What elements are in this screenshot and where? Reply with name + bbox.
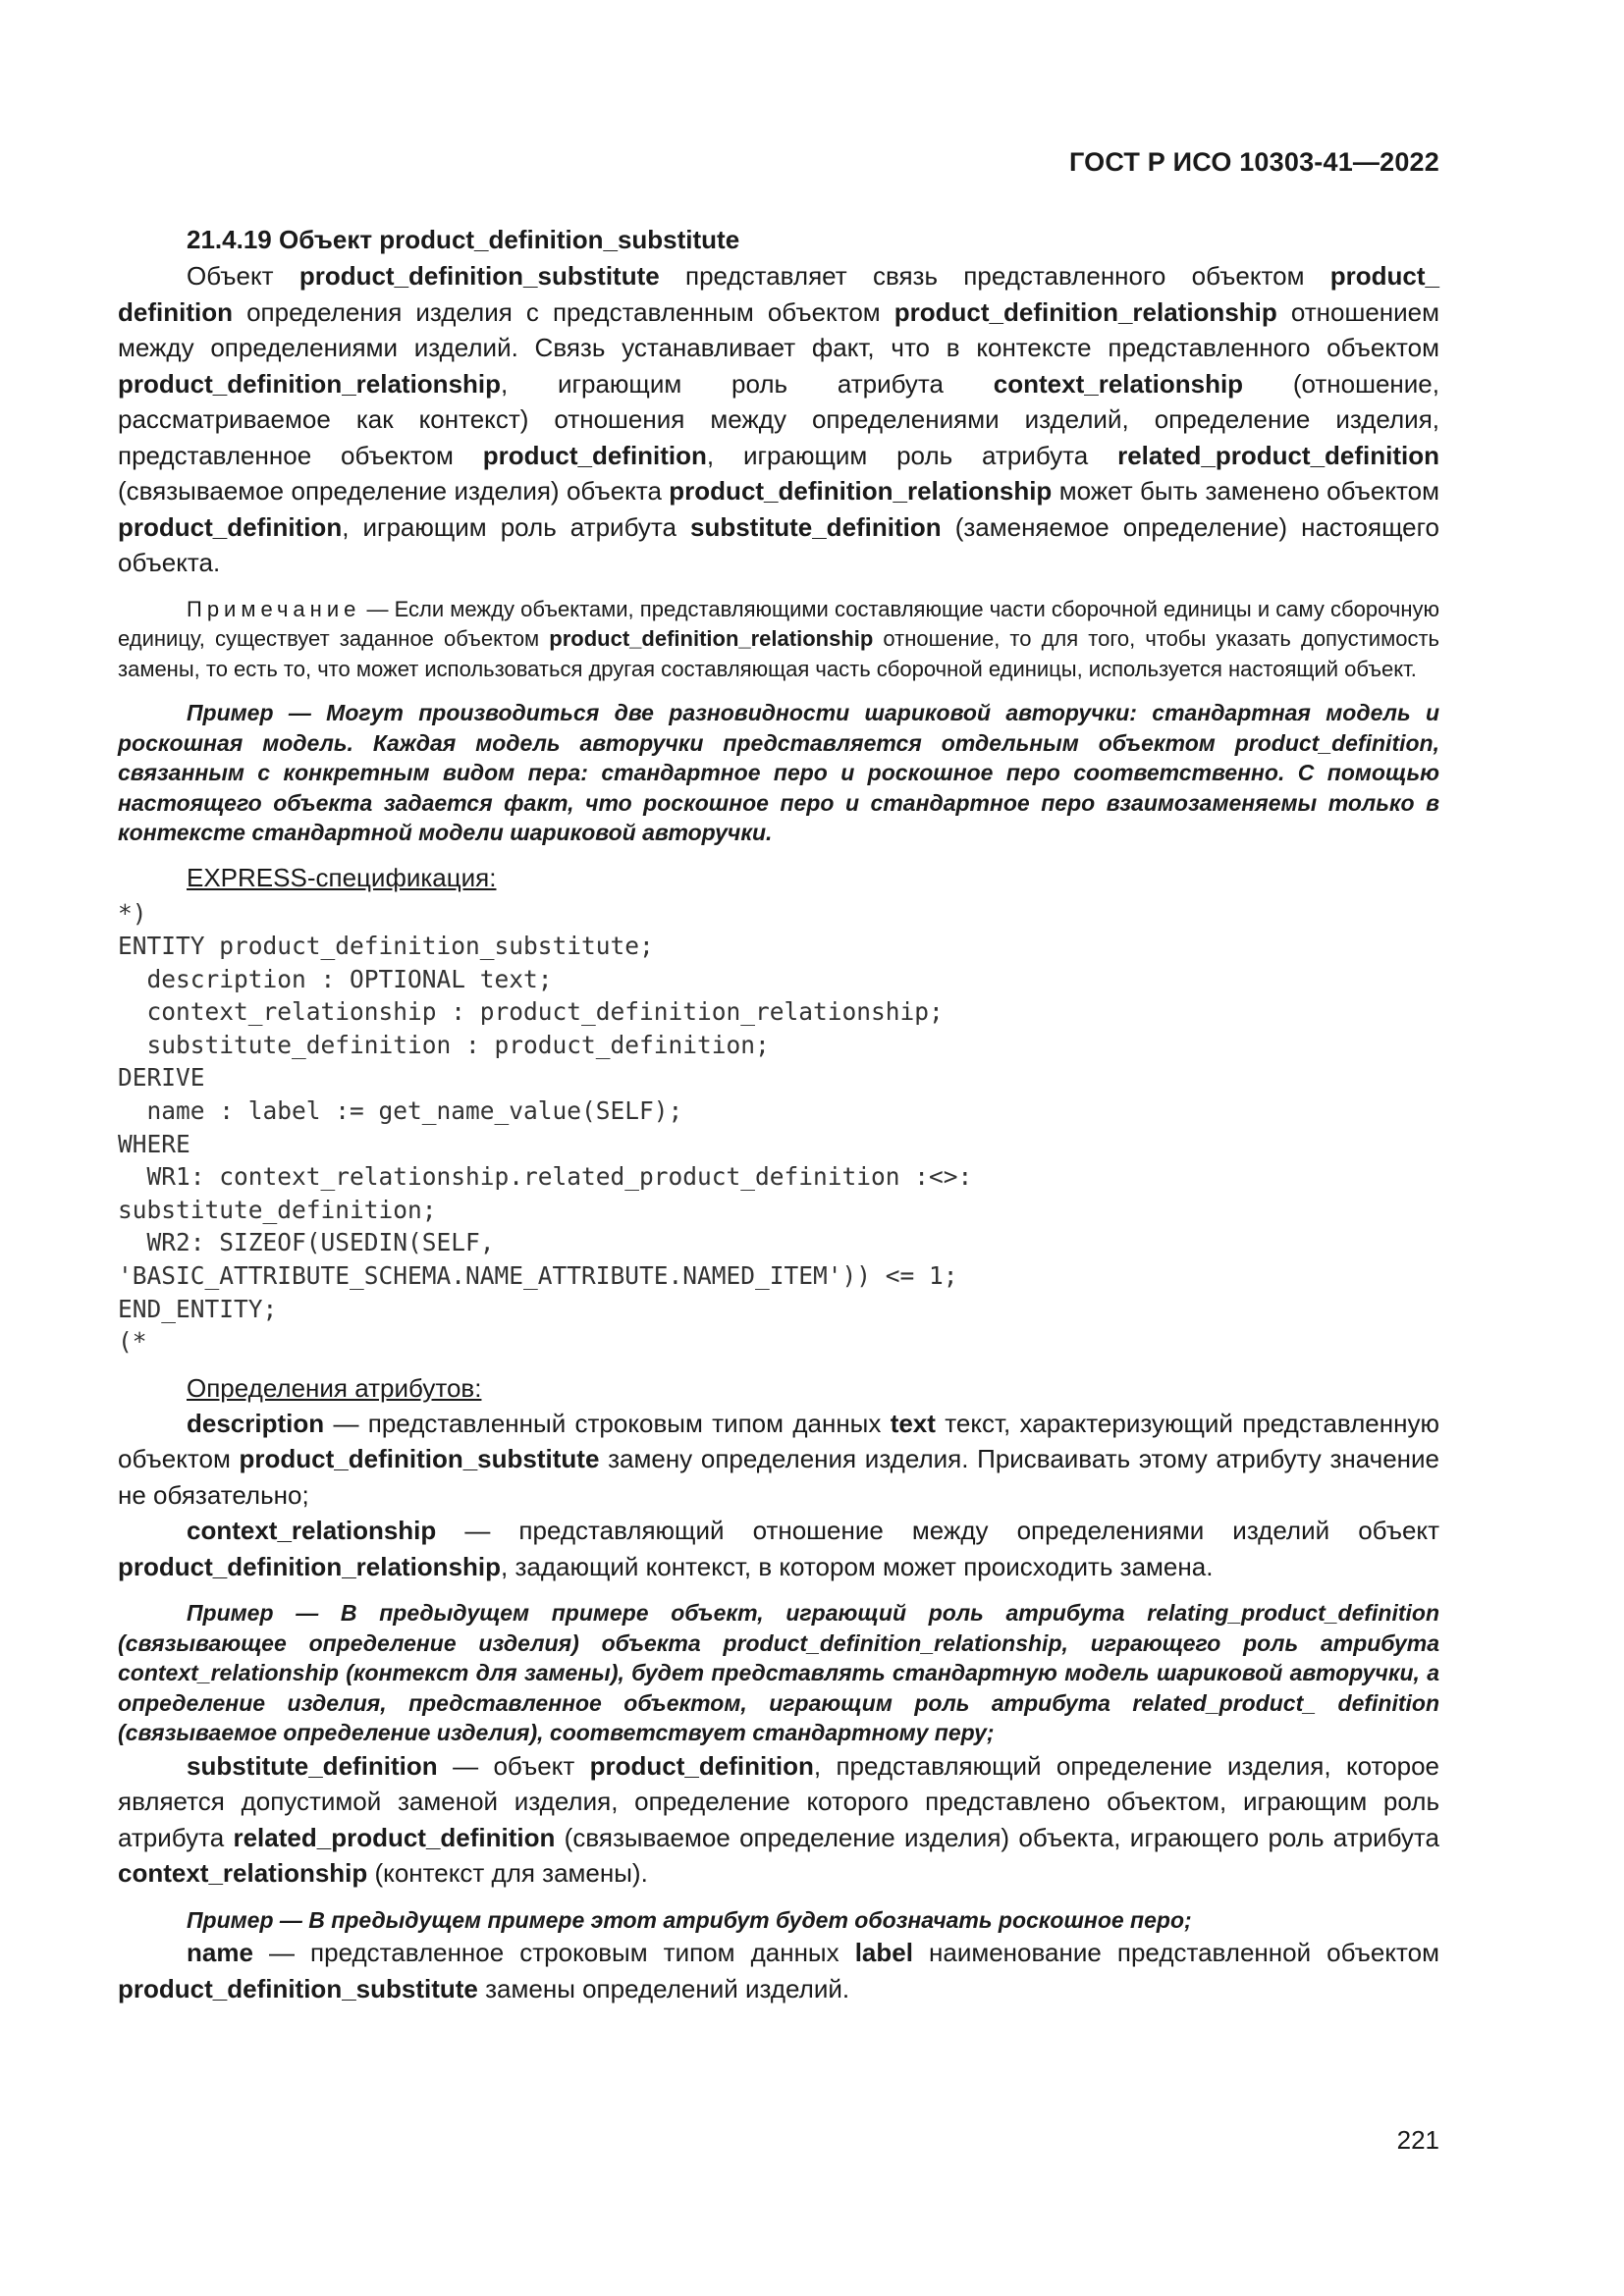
attr-term: text [890, 1408, 936, 1438]
intro-term: product_definition_relationship [669, 476, 1053, 506]
attr-text: , представляющий определение изделия, которое является допустимой заменой изделия, определение которого представлено объектом, играющим роль атрибута [118, 1750, 1439, 1852]
intro-text: (заменяемое определение) настоящего объекта. [118, 511, 1440, 577]
intro-term: product_definition_substitute [298, 261, 660, 291]
attr-substitute-definition [118, 1748, 1439, 1892]
note-text: отношение, то для того, чтобы указать допустимость замены, то есть то, что может использоваться другая составляющая часть сборочной единицы, используется настоящий объект. [118, 626, 1439, 681]
attr-text: (связываемое определение изделия) объекта, играющего роль атрибута [555, 1822, 1439, 1852]
page-number: 221 [1396, 2125, 1439, 2155]
intro-paragraph [118, 258, 1439, 581]
example-1: Пример — Могут производиться две разновидности шариковой авторучки: стандартная модель и роскошная модель. Каждая модель авторучки представляется отдельным объектом product_definition, связанным с конкретным видом пера: стандартное перо и роскошное перо соответственно. С помощью настоящего объекта задается факт, что роскошное перо и стандартное перо взаимозаменяемы только в контексте стандартной модели шариковой авторучки. [118, 700, 1439, 845]
intro-text: , играющим роль атрибута [342, 511, 690, 542]
attr-text: , задающий контекст, в котором может происходить замена. [501, 1551, 1214, 1581]
section-title: 21.4.19 Объект product_definition_substitute [187, 225, 740, 254]
attr-text: наименование представленной объектом [912, 1938, 1439, 1968]
intro-term: product_definition_relationship [893, 296, 1277, 327]
intro-text: , играющим роль атрибута [706, 440, 1118, 470]
attr-text: текст, характеризующий представленную объектом [118, 1408, 1439, 1474]
example-3: Пример — В предыдущем примере этот атрибут будет обозначать роскошное перо; [187, 1906, 1192, 1933]
attr-text: — объект [437, 1750, 590, 1781]
intro-term: product_ definition [118, 261, 1439, 327]
note-term: product_definition_relationship [549, 626, 874, 651]
attr-name-paragraph [118, 1935, 1439, 2006]
attr-text: — представленный строковым типом данных [324, 1408, 891, 1438]
example-2: Пример — В предыдущем примере объект, играющий роль атрибута relating_product_definition (связывающее определение изделия) объекта product_definition_relationship, играющего роль атрибута context_relationship (контекст для замены), будет представлять стандартную модель шариковой авторучки, а определение изделия, представленное объектом, играющим роль атрибута related_product_ definition (связываемое определение изделия), соответствует стандартному перу; [118, 1600, 1439, 1746]
attr-context-relationship [118, 1513, 1439, 1584]
intro-text: определения изделия с представленным объектом [232, 296, 894, 327]
intro-term: product_definition [118, 511, 343, 542]
attr-name: context_relationship [187, 1516, 437, 1546]
attr-text: замены определений изделий. [477, 1973, 850, 2003]
attr-term: product_definition_substitute [118, 1973, 478, 2003]
attr-text: замену определения изделия. Присваивать этому атрибуту значение не обязательно; [118, 1444, 1439, 1510]
note-paragraph [118, 595, 1439, 685]
express-heading: EXPRESS-спецификация: [187, 862, 497, 892]
attr-term: product_definition [589, 1750, 814, 1781]
intro-term: substitute_definition [690, 511, 942, 542]
standard-code-header: ГОСТ Р ИСО 10303-41—2022 [1069, 147, 1439, 177]
intro-text: (отношение, рассматриваемое как контекст) отношения между определениями изделий, определение изделия, представленное объектом [118, 368, 1439, 470]
intro-term: product_definition [482, 440, 707, 470]
attr-name: name [187, 1938, 253, 1968]
intro-text: (связываемое определение изделия) объекта [118, 476, 670, 506]
attr-term: context_relationship [118, 1858, 368, 1889]
attr-term: label [854, 1938, 913, 1968]
intro-term: related_product_definition [1117, 440, 1440, 470]
intro-text: Объект [187, 261, 299, 291]
attr-term: related_product_definition [233, 1822, 556, 1852]
intro-term: product_definition_relationship [118, 368, 502, 399]
intro-text: может быть заменено объектом [1052, 476, 1439, 506]
attributes-heading: Определения атрибутов: [187, 1372, 482, 1403]
intro-text: представляет связь представленного объектом [659, 261, 1330, 291]
note-text: — Если между объектами, представляющими составляющие части сборочной единицы и саму сборочную единицу, существует заданное объектом [118, 596, 1439, 651]
attr-name: description [187, 1408, 325, 1438]
page-content [118, 221, 1439, 2006]
attr-text: — представляющий отношение между определениями изделий объект [436, 1516, 1439, 1546]
document-page [118, 0, 1439, 2296]
intro-term: context_relationship [993, 368, 1244, 399]
attr-name: substitute_definition [187, 1750, 438, 1781]
intro-text: , играющим роль атрибута [501, 368, 994, 399]
attr-text: — представленное строковым типом данных [252, 1938, 855, 1968]
attr-term: product_definition_relationship [118, 1551, 502, 1581]
express-code-block: *) ENTITY product_definition_substitute; description : OPTIONAL text; context_relationship : product_definition_relationship; substitute_definition : product_definition; DERIVE name : label := get_name_value(SELF); WHERE WR1: context_relationship.related_product_definition :<>: substitute_definition; WR2: SIZEOF(USEDIN(SELF, 'BASIC_ATTRIBUTE_SCHEMA.NAME_ATTRIBUTE.NAMED_ITEM')) <= 1; END_ENTITY; (* [118, 898, 973, 1357]
attr-description [118, 1406, 1439, 1514]
attr-term: product_definition_substitute [239, 1444, 600, 1474]
intro-text: отношением между определениями изделий. Связь устанавливает факт, что в контексте представленного объектом [118, 296, 1439, 362]
note-label: Примечание [187, 596, 361, 621]
attr-text: (контекст для замены). [367, 1858, 648, 1889]
